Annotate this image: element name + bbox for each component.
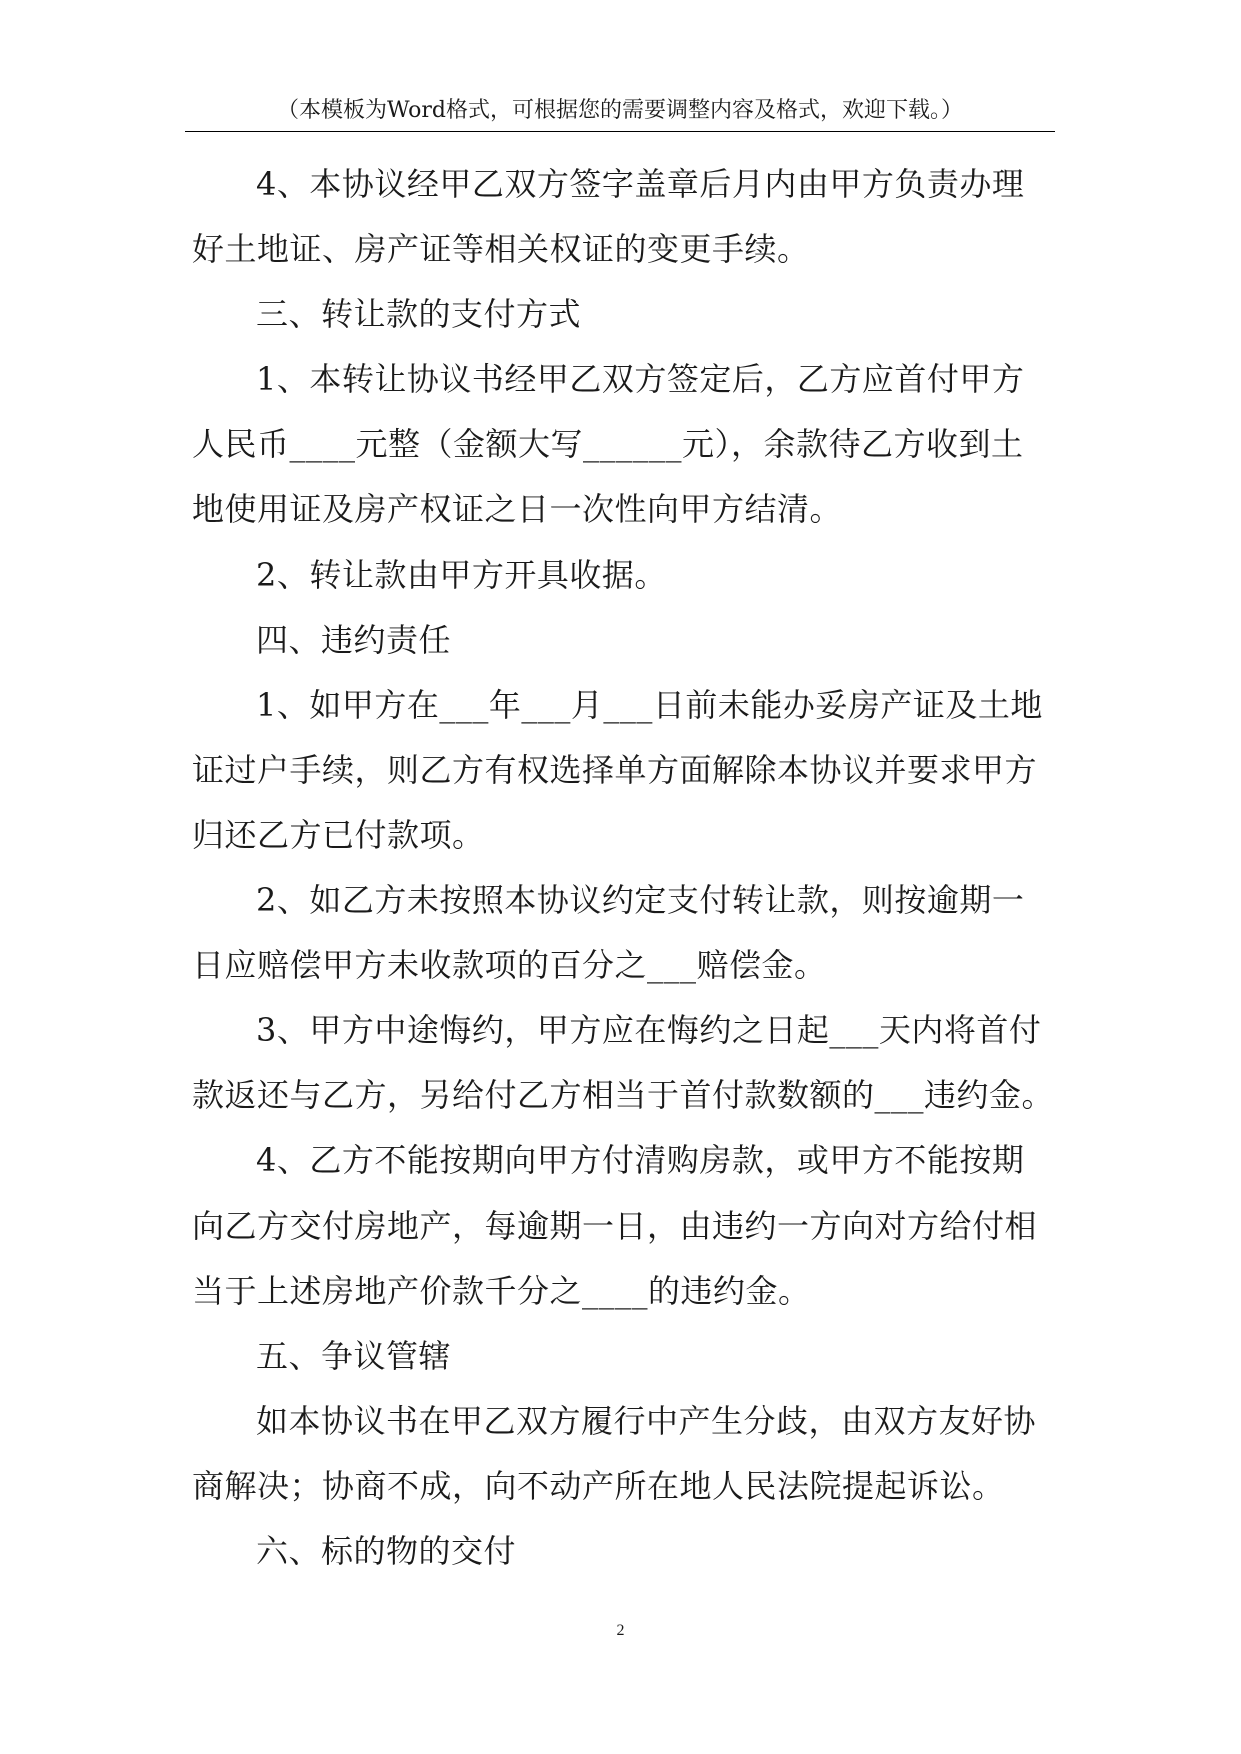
paragraph-line: 如本协议书在甲乙双方履行中产生分歧，由双方友好协 [256,1401,1037,1440]
paragraph [192,673,1072,868]
paragraph [192,1389,1072,1519]
paragraph-line: 归还乙方已付款项。 [192,815,485,854]
heading-line: 六、标的物的交付 [256,1531,517,1570]
paragraph-line: 向乙方交付房地产，每逾期一日，由违约一方向对方给付相 [192,1206,1038,1245]
heading-line: 五、争议管辖 [256,1336,452,1375]
heading-line: 三、转让款的支付方式 [256,295,582,334]
paragraph-line: 4、本协议经甲乙双方签字盖章后月内由甲方负责办理 [256,165,1025,203]
header-divider [185,131,1055,132]
paragraph [192,152,1072,282]
heading-line: 四、违约责任 [256,620,452,659]
template-header-note: （本模板为Word格式，可根据您的需要调整内容及格式，欢迎下载。） [277,98,963,123]
paragraph-line: 日应赔偿甲方未收款项的百分之___赔偿金。 [192,946,827,985]
paragraph [192,868,1072,998]
document-body [192,152,1072,1584]
paragraph-line: 人民币____元整（金额大写______元），余款待乙方收到土 [192,425,1024,464]
paragraph-line: 地使用证及房产权证之日一次性向甲方结清。 [192,490,843,529]
paragraph-line: 款返还与乙方，另给付乙方相当于首付款数额的___违约金。 [192,1076,1055,1115]
paragraph-line: 4、乙方不能按期向甲方付清购房款，或甲方不能按期 [256,1141,1025,1180]
paragraph [192,543,1072,608]
paragraph-line: 商解决；协商不成，向不动产所在地人民法院提起诉讼。 [192,1466,1005,1505]
paragraph [192,347,1072,542]
section-heading [192,1324,1072,1389]
paragraph-line: 2、转让款由甲方开具收据。 [256,555,667,594]
paragraph [192,998,1072,1128]
paragraph-line: 好土地证、房产证等相关权证的变更手续。 [192,230,810,269]
paragraph-line: 当于上述房地产价款千分之____的违约金。 [192,1271,811,1310]
paragraph [192,1128,1072,1323]
section-heading [192,608,1072,673]
paragraph-line: 2、如乙方未按照本协议约定支付转让款，则按逾期一 [256,881,1025,920]
section-heading [192,1519,1072,1584]
paragraph-line: 证过户手续，则乙方有权选择单方面解除本协议并要求甲方 [192,750,1038,789]
paragraph-line: 1、本转让协议书经甲乙双方签定后，乙方应首付甲方 [256,360,1025,399]
page-number: 2 [616,1622,625,1639]
paragraph-line: 3、甲方中途悔约，甲方应在悔约之日起___天内将首付 [256,1011,1042,1050]
paragraph-line: 1、如甲方在___年___月___日前未能办妥房产证及土地 [256,685,1043,724]
section-heading [192,282,1072,347]
